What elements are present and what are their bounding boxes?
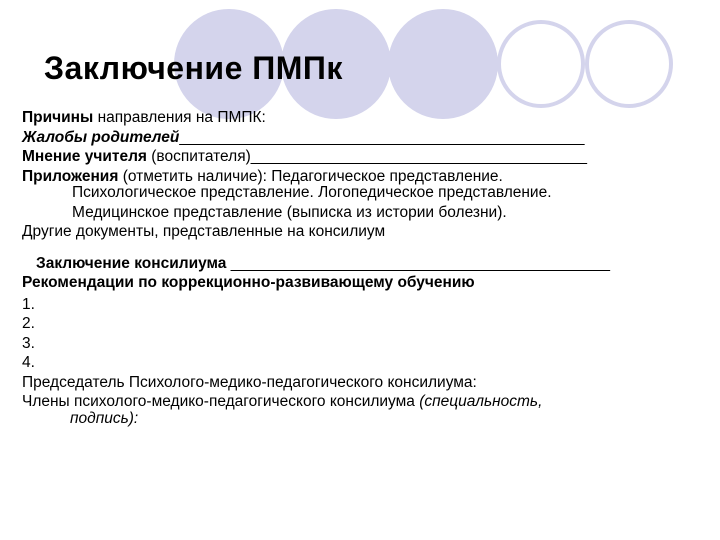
recommendations-heading: Рекомендации по коррекционно-развивающему обучению [22, 274, 475, 291]
conclusion-blank: ____________________________________________ [230, 254, 611, 272]
teacher-blank: _______________________________________ [250, 148, 587, 165]
teacher-text: (воспитателя) [146, 148, 251, 165]
list-item: 3. [22, 334, 35, 352]
list-item: 2. [22, 315, 35, 332]
teacher-label: Мнение учителя [22, 148, 147, 165]
decor-circle-4 [499, 22, 583, 106]
members-line-2: подпись): [70, 409, 139, 427]
members-italic: (специальность, [419, 393, 543, 410]
decor-circle-5 [587, 22, 671, 106]
reasons-label: Причины [22, 109, 94, 126]
reasons-text: направления на ПМПК: [93, 109, 266, 126]
conclusion-label: Заключение консилиума [36, 254, 227, 272]
complaints-blank: _______________________________________________ [179, 128, 585, 146]
document-body [22, 108, 702, 428]
page-title: Заключение ПМПк [44, 50, 343, 86]
attachments-label: Приложения [22, 167, 119, 185]
conclusion-line [22, 254, 702, 274]
attachments-text: (отметить наличие): Педагогическое представление. [118, 167, 503, 185]
list-item: 1. [22, 295, 35, 313]
reasons-line [22, 108, 702, 128]
teacher-line [22, 147, 702, 167]
other-docs-line: Другие документы, представленные на консилиум [22, 223, 386, 240]
complaints-label: Жалобы родителей [22, 128, 180, 146]
attachments-line-2: Психологическое представление. Логопедическое представление. [72, 184, 552, 201]
chairman-line: Председатель Психолого-медико-педагогического консилиума: [22, 373, 477, 391]
list-item: 4. [22, 354, 35, 371]
attachments-line-3: Медицинское представление (выписка из истории болезни). [72, 203, 507, 221]
members-text: Члены психолого-медико-педагогического консилиума [22, 393, 420, 410]
decor-circle-3 [388, 9, 498, 119]
complaints-line [22, 128, 702, 148]
